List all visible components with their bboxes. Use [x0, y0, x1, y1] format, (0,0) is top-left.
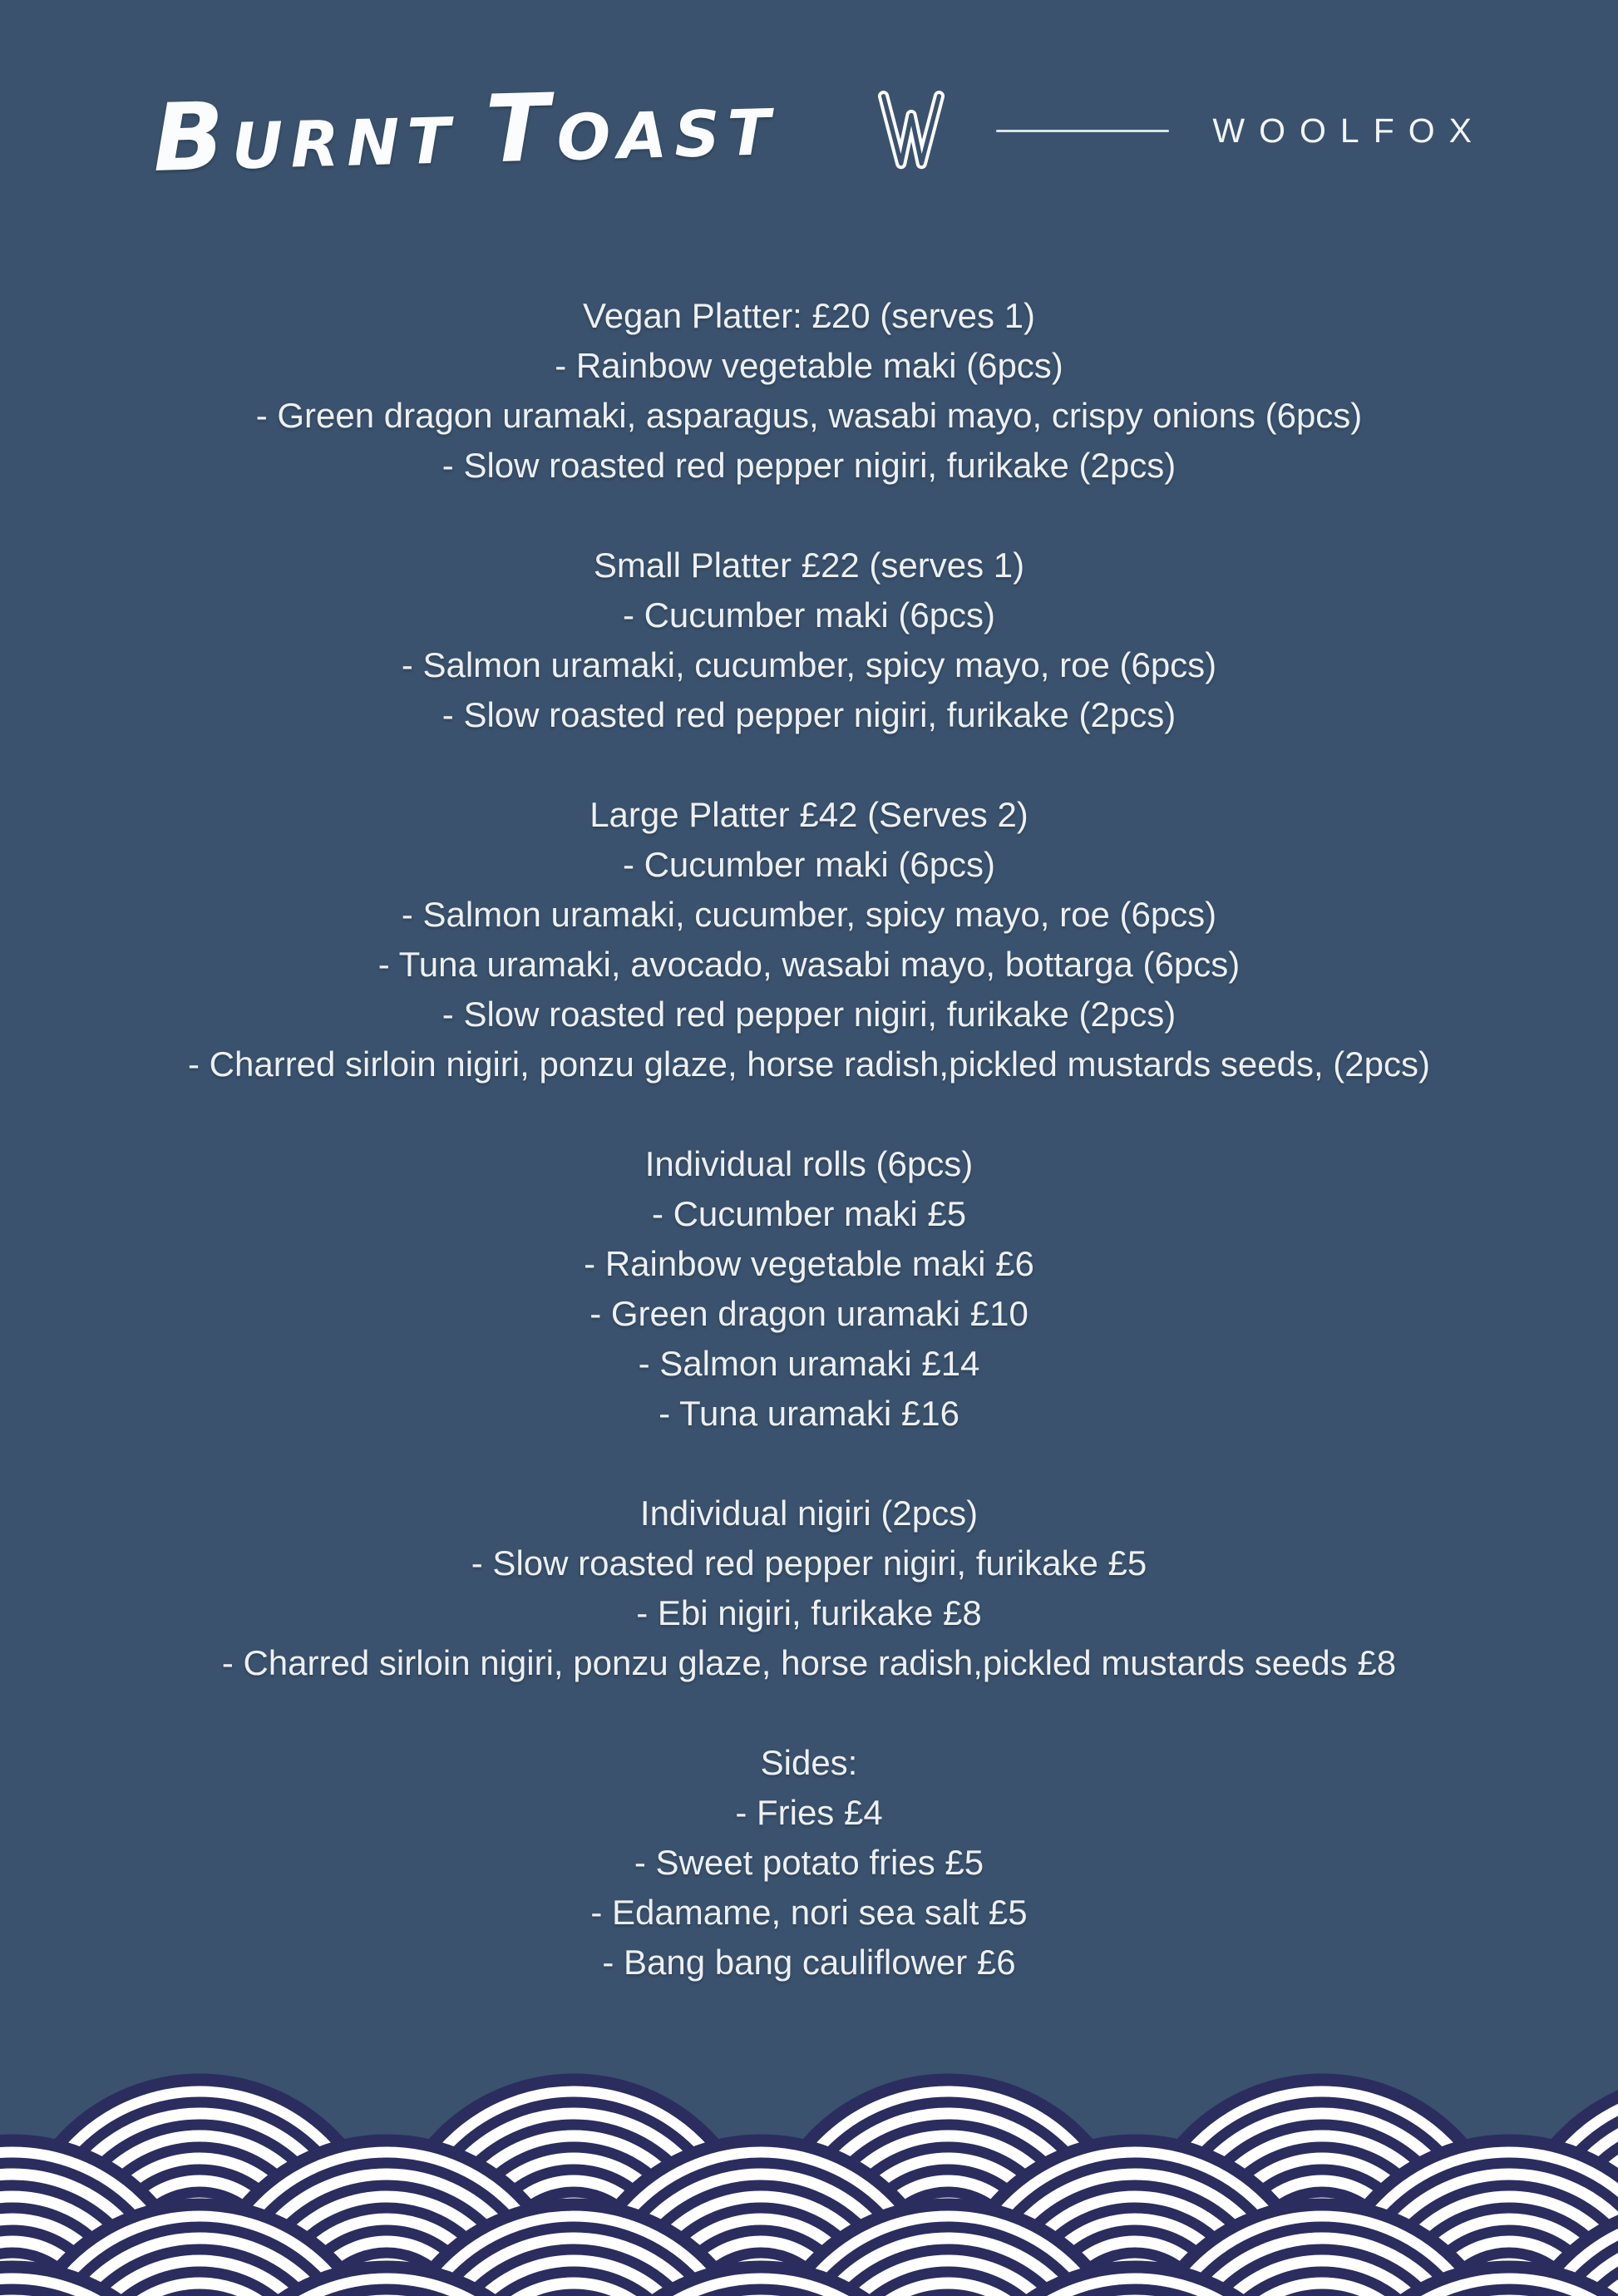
- brand-word-1: BURNT: [151, 82, 459, 193]
- section-heading: Small Platter £22 (serves 1): [593, 546, 1025, 585]
- brand-word-2: TOAST: [484, 74, 779, 185]
- partner-logo: [875, 87, 1486, 174]
- menu-item: - Salmon uramaki, cucumber, spicy mayo, roe (6pcs): [401, 645, 1217, 684]
- section-heading: Individual rolls (6pcs): [644, 1144, 974, 1183]
- menu-item: - Rainbow vegetable maki (6pcs): [555, 346, 1063, 385]
- menu: [0, 291, 1618, 2037]
- menu-section: [0, 1738, 1618, 1987]
- menu-item: - Edamame, nori sea salt £5: [590, 1893, 1028, 1932]
- menu-item: - Fries £4: [735, 1793, 883, 1832]
- menu-item: - Sweet potato fries £5: [634, 1843, 984, 1882]
- menu-item: - Tuna uramaki, avocado, wasabi mayo, bottarga (6pcs): [377, 945, 1241, 984]
- menu-item: - Bang bang cauliflower £6: [602, 1943, 1016, 1982]
- menu-item: - Slow roasted red pepper nigiri, furikake (2pcs): [441, 695, 1177, 734]
- partner-name: WOOLFOX: [1212, 111, 1486, 150]
- menu-item: - Ebi nigiri, furikake £8: [636, 1593, 982, 1632]
- menu-item: - Tuna uramaki £16: [659, 1394, 959, 1433]
- woolfox-w-icon: [875, 87, 948, 174]
- menu-item: - Green dragon uramaki £10: [589, 1294, 1029, 1333]
- divider-line: [996, 130, 1169, 132]
- menu-item: - Charred sirloin nigiri, ponzu glaze, horse radish,pickled mustards seeds £8: [221, 1643, 1397, 1682]
- menu-item: - Slow roasted red pepper nigiri, furikake (2pcs): [441, 995, 1177, 1034]
- header: [0, 74, 1618, 193]
- menu-item: - Cucumber maki (6pcs): [622, 595, 996, 634]
- menu-item: - Salmon uramaki £14: [638, 1344, 980, 1383]
- brand-logo: [151, 68, 779, 193]
- menu-section: [0, 541, 1618, 740]
- section-heading: Individual nigiri (2pcs): [639, 1494, 979, 1533]
- section-heading: Sides:: [760, 1743, 858, 1782]
- menu-item: - Slow roasted red pepper nigiri, furikake £5: [471, 1543, 1147, 1583]
- menu-section: [0, 1139, 1618, 1439]
- menu-item: - Slow roasted red pepper nigiri, furikake (2pcs): [441, 446, 1177, 485]
- section-heading: Vegan Platter: £20 (serves 1): [583, 296, 1035, 335]
- menu-section: [0, 1489, 1618, 1688]
- menu-section: [0, 790, 1618, 1089]
- menu-item: - Cucumber maki £5: [651, 1194, 967, 1233]
- menu-item: - Green dragon uramaki, asparagus, wasabi mayo, crispy onions (6pcs): [255, 396, 1363, 435]
- menu-section: [0, 291, 1618, 491]
- menu-item: - Cucumber maki (6pcs): [622, 845, 996, 884]
- section-heading: Large Platter £42 (Serves 2): [589, 795, 1029, 834]
- menu-item: - Rainbow vegetable maki £6: [584, 1244, 1034, 1283]
- wave-pattern-band: [0, 2022, 1618, 2296]
- seigaiha-wave-icon: [0, 2022, 1618, 2296]
- menu-item: - Charred sirloin nigiri, ponzu glaze, horse radish,pickled mustards seeds, (2pcs): [188, 1044, 1430, 1084]
- menu-item: - Salmon uramaki, cucumber, spicy mayo, roe (6pcs): [401, 895, 1217, 934]
